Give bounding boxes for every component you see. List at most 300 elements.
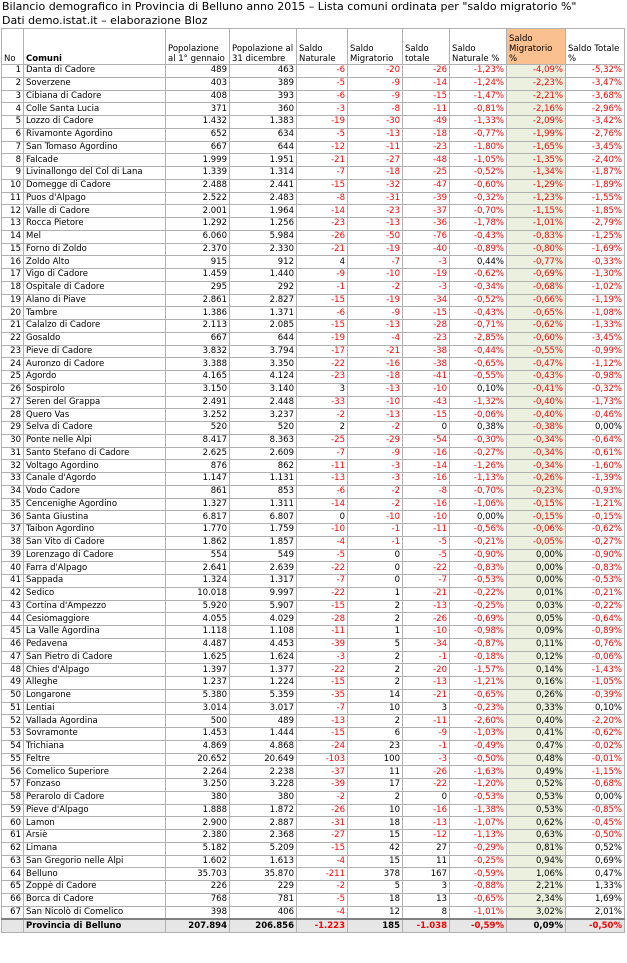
cell-saldo-migratorio-pct: 0,33% bbox=[507, 702, 566, 715]
cell-saldo-totale: -10 bbox=[403, 383, 450, 396]
cell-saldo-naturale-pct: 0,00% bbox=[450, 511, 507, 524]
cell-saldo-totale: -15 bbox=[403, 409, 450, 422]
cell-saldo-migratorio-pct: 0,05% bbox=[507, 613, 566, 626]
header-comuni: Comuni bbox=[24, 29, 166, 65]
cell-saldo-totale: -10 bbox=[403, 626, 450, 639]
cell-saldo-migratorio-pct: -1,34% bbox=[507, 167, 566, 180]
cell-pop-1-gennaio: 2.380 bbox=[166, 830, 230, 843]
cell-pop-1-gennaio: 6.817 bbox=[166, 511, 230, 524]
cell-saldo-totale-pct: -3,42% bbox=[566, 116, 625, 129]
cell-saldo-totale-pct: -1,60% bbox=[566, 460, 625, 473]
cell-saldo-migratorio: -50 bbox=[348, 230, 403, 243]
cell-saldo-totale: -16 bbox=[403, 498, 450, 511]
cell-saldo-naturale: 0 bbox=[297, 511, 348, 524]
cell-saldo-naturale: -13 bbox=[297, 473, 348, 486]
cell-comune: Fonzaso bbox=[24, 779, 166, 792]
cell-saldo-totale: -54 bbox=[403, 434, 450, 447]
table-row bbox=[2, 65, 625, 78]
cell-saldo-totale: -23 bbox=[403, 332, 450, 345]
cell-pop-1-gennaio: 2.861 bbox=[166, 294, 230, 307]
table-row bbox=[2, 179, 625, 192]
cell-saldo-migratorio: -9 bbox=[348, 307, 403, 320]
cell-saldo-totale: -14 bbox=[403, 460, 450, 473]
cell-saldo-totale: -21 bbox=[403, 689, 450, 702]
cell-saldo-totale: -13 bbox=[403, 600, 450, 613]
cell-saldo-migratorio: -9 bbox=[348, 77, 403, 90]
cell-pop-31-dicembre: 5.984 bbox=[230, 230, 297, 243]
cell-pop-1-gennaio: 2.001 bbox=[166, 205, 230, 218]
cell-pop-31-dicembre: 2.827 bbox=[230, 294, 297, 307]
cell-no: 53 bbox=[2, 728, 24, 741]
cell-no: 64 bbox=[2, 868, 24, 881]
cell-comune: Sappada bbox=[24, 575, 166, 588]
cell-pop-31-dicembre: 35.870 bbox=[230, 868, 297, 881]
cell-pop-31-dicembre: 4.124 bbox=[230, 371, 297, 384]
table-row bbox=[2, 294, 625, 307]
cell-no: 45 bbox=[2, 626, 24, 639]
table-row bbox=[2, 269, 625, 282]
cell-saldo-migratorio: -2 bbox=[348, 485, 403, 498]
cell-saldo-naturale: -21 bbox=[297, 243, 348, 256]
cell-saldo-totale-pct: 0,69% bbox=[566, 855, 625, 868]
cell-saldo-migratorio: 11 bbox=[348, 766, 403, 779]
cell-saldo-totale-pct: 0,00% bbox=[566, 791, 625, 804]
cell-saldo-totale-pct: -0,89% bbox=[566, 626, 625, 639]
cell-saldo-migratorio: 12 bbox=[348, 906, 403, 919]
cell-saldo-totale-pct: -1,12% bbox=[566, 358, 625, 371]
cell-saldo-totale: -23 bbox=[403, 141, 450, 154]
cell-saldo-naturale-pct: -0,89% bbox=[450, 243, 507, 256]
cell-saldo-migratorio-pct: 0,63% bbox=[507, 830, 566, 843]
cell-saldo-totale: -13 bbox=[403, 677, 450, 690]
table-row bbox=[2, 613, 625, 626]
cell-saldo-naturale-pct: -0,77% bbox=[450, 128, 507, 141]
table-row bbox=[2, 906, 625, 919]
cell-pop-1-gennaio: 1.999 bbox=[166, 154, 230, 167]
cell-no: 47 bbox=[2, 651, 24, 664]
cell-saldo-migratorio-pct: 0,53% bbox=[507, 791, 566, 804]
cell-saldo-totale: -40 bbox=[403, 243, 450, 256]
table-row bbox=[2, 689, 625, 702]
cell-no: 34 bbox=[2, 485, 24, 498]
cell-no: 63 bbox=[2, 855, 24, 868]
cell-pop-31-dicembre: 2.887 bbox=[230, 817, 297, 830]
cell-saldo-migratorio-pct: -2,09% bbox=[507, 116, 566, 129]
cell-pop-1-gennaio: 3.388 bbox=[166, 358, 230, 371]
cell-pop-1-gennaio: 915 bbox=[166, 256, 230, 269]
cell-no: 46 bbox=[2, 638, 24, 651]
cell-saldo-totale-pct: -1,02% bbox=[566, 281, 625, 294]
cell-saldo-naturale: -10 bbox=[297, 524, 348, 537]
table-row bbox=[2, 728, 625, 741]
header-saldo-naturale-pct: Saldo Naturale % bbox=[450, 29, 507, 65]
cell-pop-1-gennaio: 2.522 bbox=[166, 192, 230, 205]
header-row bbox=[2, 29, 625, 65]
cell-saldo-migratorio: -8 bbox=[348, 103, 403, 116]
cell-saldo-naturale: -15 bbox=[297, 728, 348, 741]
cell-comune: Pieve di Cadore bbox=[24, 345, 166, 358]
table-row bbox=[2, 881, 625, 894]
cell-saldo-totale: -39 bbox=[403, 192, 450, 205]
cell-saldo-totale: -19 bbox=[403, 269, 450, 282]
cell-saldo-migratorio: -11 bbox=[348, 141, 403, 154]
cell-saldo-naturale: -11 bbox=[297, 460, 348, 473]
cell-no: 62 bbox=[2, 842, 24, 855]
cell-pop-1-gennaio: 207.894 bbox=[166, 919, 230, 932]
cell-pop-31-dicembre: 1.613 bbox=[230, 855, 297, 868]
cell-pop-31-dicembre: 3.237 bbox=[230, 409, 297, 422]
cell-pop-31-dicembre: 8.363 bbox=[230, 434, 297, 447]
cell-pop-1-gennaio: 500 bbox=[166, 715, 230, 728]
cell-pop-31-dicembre: 2.085 bbox=[230, 320, 297, 333]
cell-saldo-naturale: -1.223 bbox=[297, 919, 348, 932]
cell-saldo-naturale-pct: -0,25% bbox=[450, 855, 507, 868]
cell-saldo-naturale: -39 bbox=[297, 779, 348, 792]
cell-no: 58 bbox=[2, 791, 24, 804]
cell-saldo-migratorio-pct: -0,34% bbox=[507, 460, 566, 473]
cell-saldo-totale-pct: -0,64% bbox=[566, 434, 625, 447]
cell-pop-1-gennaio: 1.602 bbox=[166, 855, 230, 868]
cell-pop-1-gennaio: 2.491 bbox=[166, 396, 230, 409]
cell-saldo-migratorio-pct: 3,02% bbox=[507, 906, 566, 919]
comuni-table bbox=[1, 28, 625, 933]
cell-saldo-totale-pct: -2,40% bbox=[566, 154, 625, 167]
cell-no: 23 bbox=[2, 345, 24, 358]
cell-saldo-totale: -16 bbox=[403, 447, 450, 460]
cell-pop-31-dicembre: 389 bbox=[230, 77, 297, 90]
cell-saldo-naturale: -6 bbox=[297, 90, 348, 103]
cell-saldo-naturale: -24 bbox=[297, 740, 348, 753]
cell-saldo-migratorio: -19 bbox=[348, 243, 403, 256]
cell-pop-1-gennaio: 1.327 bbox=[166, 498, 230, 511]
cell-saldo-naturale-pct: -0,43% bbox=[450, 307, 507, 320]
cell-comune: Livinallongo del Col di Lana bbox=[24, 167, 166, 180]
table-row bbox=[2, 842, 625, 855]
cell-saldo-naturale: -35 bbox=[297, 689, 348, 702]
cell-pop-31-dicembre: 3.017 bbox=[230, 702, 297, 715]
cell-saldo-totale-pct: -2,79% bbox=[566, 218, 625, 231]
cell-saldo-naturale: -15 bbox=[297, 179, 348, 192]
cell-saldo-naturale-pct: -1,13% bbox=[450, 830, 507, 843]
cell-saldo-naturale: -27 bbox=[297, 830, 348, 843]
cell-pop-1-gennaio: 1.386 bbox=[166, 307, 230, 320]
cell-saldo-totale-pct: 1,33% bbox=[566, 881, 625, 894]
cell-saldo-migratorio-pct: 0,53% bbox=[507, 804, 566, 817]
cell-pop-1-gennaio: 403 bbox=[166, 77, 230, 90]
cell-saldo-migratorio: -18 bbox=[348, 371, 403, 384]
cell-comune: Pieve d'Alpago bbox=[24, 804, 166, 817]
cell-comune: Mel bbox=[24, 230, 166, 243]
cell-comune: Canale d'Agordo bbox=[24, 473, 166, 486]
cell-pop-1-gennaio: 5.380 bbox=[166, 689, 230, 702]
cell-comune: Cortina d'Ampezzo bbox=[24, 600, 166, 613]
cell-pop-1-gennaio: 652 bbox=[166, 128, 230, 141]
cell-no: 66 bbox=[2, 893, 24, 906]
cell-pop-31-dicembre: 912 bbox=[230, 256, 297, 269]
cell-saldo-totale-pct: -0,50% bbox=[566, 919, 625, 932]
cell-saldo-migratorio-pct: -2,21% bbox=[507, 90, 566, 103]
cell-saldo-migratorio-pct: -0,40% bbox=[507, 396, 566, 409]
cell-no: 28 bbox=[2, 409, 24, 422]
cell-pop-31-dicembre: 2.330 bbox=[230, 243, 297, 256]
cell-saldo-totale: 8 bbox=[403, 906, 450, 919]
cell-pop-1-gennaio: 8.417 bbox=[166, 434, 230, 447]
table-row bbox=[2, 677, 625, 690]
cell-saldo-naturale: -4 bbox=[297, 536, 348, 549]
cell-comune: Colle Santa Lucia bbox=[24, 103, 166, 116]
cell-saldo-naturale-pct: -0,69% bbox=[450, 613, 507, 626]
cell-pop-31-dicembre: 1.256 bbox=[230, 218, 297, 231]
cell-pop-31-dicembre: 1.317 bbox=[230, 575, 297, 588]
cell-saldo-naturale-pct: 0,10% bbox=[450, 383, 507, 396]
cell-saldo-totale: -22 bbox=[403, 562, 450, 575]
cell-no: 4 bbox=[2, 103, 24, 116]
cell-comune: Falcade bbox=[24, 154, 166, 167]
header-saldo-totale-pct: Saldo Totale % bbox=[566, 29, 625, 65]
cell-saldo-migratorio-pct: 0,00% bbox=[507, 562, 566, 575]
cell-comune: Gosaldo bbox=[24, 332, 166, 345]
cell-comune: Trichiana bbox=[24, 740, 166, 753]
cell-saldo-migratorio-pct: 0,40% bbox=[507, 715, 566, 728]
cell-no: 40 bbox=[2, 562, 24, 575]
cell-saldo-totale-pct: -1,15% bbox=[566, 766, 625, 779]
table-row bbox=[2, 715, 625, 728]
cell-saldo-totale: -26 bbox=[403, 65, 450, 78]
cell-pop-31-dicembre: 5.907 bbox=[230, 600, 297, 613]
cell-saldo-migratorio: 42 bbox=[348, 842, 403, 855]
table-row bbox=[2, 664, 625, 677]
cell-saldo-migratorio: -2 bbox=[348, 281, 403, 294]
cell-saldo-migratorio-pct: 1,06% bbox=[507, 868, 566, 881]
cell-saldo-migratorio: 6 bbox=[348, 728, 403, 741]
cell-pop-31-dicembre: 9.997 bbox=[230, 587, 297, 600]
table-row bbox=[2, 830, 625, 843]
cell-saldo-totale-pct: -0,46% bbox=[566, 409, 625, 422]
cell-saldo-migratorio-pct: 2,21% bbox=[507, 881, 566, 894]
table-row bbox=[2, 307, 625, 320]
cell-saldo-naturale: -5 bbox=[297, 893, 348, 906]
cell-pop-31-dicembre: 4.868 bbox=[230, 740, 297, 753]
cell-saldo-migratorio: 2 bbox=[348, 715, 403, 728]
cell-saldo-naturale: -103 bbox=[297, 753, 348, 766]
cell-saldo-migratorio: -32 bbox=[348, 179, 403, 192]
cell-pop-31-dicembre: 2.639 bbox=[230, 562, 297, 575]
cell-saldo-naturale-pct: -1,01% bbox=[450, 906, 507, 919]
cell-saldo-naturale: -3 bbox=[297, 651, 348, 664]
cell-pop-31-dicembre: 644 bbox=[230, 332, 297, 345]
cell-comune: Danta di Cadore bbox=[24, 65, 166, 78]
cell-no: 59 bbox=[2, 804, 24, 817]
cell-saldo-migratorio: 5 bbox=[348, 638, 403, 651]
cell-pop-31-dicembre: 1.311 bbox=[230, 498, 297, 511]
cell-saldo-migratorio: 10 bbox=[348, 702, 403, 715]
cell-pop-1-gennaio: 4.869 bbox=[166, 740, 230, 753]
table-body bbox=[2, 65, 625, 933]
cell-no: 2 bbox=[2, 77, 24, 90]
cell-comune: La Valle Agordina bbox=[24, 626, 166, 639]
cell-saldo-migratorio-pct: -0,40% bbox=[507, 409, 566, 422]
cell-saldo-totale-pct: -3,47% bbox=[566, 77, 625, 90]
cell-saldo-totale: -38 bbox=[403, 345, 450, 358]
cell-saldo-migratorio-pct: 0,12% bbox=[507, 651, 566, 664]
cell-pop-31-dicembre: 1.314 bbox=[230, 167, 297, 180]
cell-saldo-totale: -7 bbox=[403, 575, 450, 588]
cell-saldo-totale: -10 bbox=[403, 511, 450, 524]
cell-saldo-migratorio-pct: -0,80% bbox=[507, 243, 566, 256]
cell-saldo-totale-pct: -2,20% bbox=[566, 715, 625, 728]
cell-saldo-migratorio: 2 bbox=[348, 677, 403, 690]
cell-saldo-naturale-pct: -1,07% bbox=[450, 817, 507, 830]
cell-pop-31-dicembre: 1.108 bbox=[230, 626, 297, 639]
cell-no: 48 bbox=[2, 664, 24, 677]
cell-saldo-migratorio-pct: -0,66% bbox=[507, 294, 566, 307]
cell-saldo-naturale-pct: -0,55% bbox=[450, 371, 507, 384]
cell-comune: Sospirolo bbox=[24, 383, 166, 396]
cell-saldo-naturale: 3 bbox=[297, 383, 348, 396]
table-row bbox=[2, 549, 625, 562]
cell-saldo-naturale: -14 bbox=[297, 498, 348, 511]
cell-saldo-migratorio: -27 bbox=[348, 154, 403, 167]
cell-saldo-naturale-pct: -0,90% bbox=[450, 549, 507, 562]
cell-pop-31-dicembre: 3.350 bbox=[230, 358, 297, 371]
cell-saldo-migratorio: 18 bbox=[348, 817, 403, 830]
table-row bbox=[2, 243, 625, 256]
cell-pop-1-gennaio: 3.014 bbox=[166, 702, 230, 715]
cell-no: 61 bbox=[2, 830, 24, 843]
cell-saldo-migratorio: 2 bbox=[348, 613, 403, 626]
cell-saldo-totale: -3 bbox=[403, 281, 450, 294]
cell-saldo-totale: -1 bbox=[403, 651, 450, 664]
cell-saldo-totale-pct: -1,08% bbox=[566, 307, 625, 320]
cell-comune: Soverzene bbox=[24, 77, 166, 90]
cell-saldo-totale: -5 bbox=[403, 536, 450, 549]
cell-pop-31-dicembre: 489 bbox=[230, 715, 297, 728]
cell-saldo-naturale-pct: -0,49% bbox=[450, 740, 507, 753]
cell-pop-1-gennaio: 4.165 bbox=[166, 371, 230, 384]
cell-saldo-naturale: -1 bbox=[297, 281, 348, 294]
cell-pop-1-gennaio: 3.250 bbox=[166, 779, 230, 792]
header-saldo-migratorio-pct: Saldo Migratorio % bbox=[507, 29, 566, 65]
cell-saldo-naturale-pct: -0,30% bbox=[450, 434, 507, 447]
cell-pop-1-gennaio: 380 bbox=[166, 791, 230, 804]
cell-saldo-migratorio-pct: 0,52% bbox=[507, 779, 566, 792]
cell-pop-31-dicembre: 3.228 bbox=[230, 779, 297, 792]
cell-saldo-totale: -3 bbox=[403, 256, 450, 269]
cell-pop-1-gennaio: 226 bbox=[166, 881, 230, 894]
cell-saldo-migratorio: 0 bbox=[348, 575, 403, 588]
cell-comune: Voltago Agordino bbox=[24, 460, 166, 473]
cell-saldo-migratorio-pct: -2,23% bbox=[507, 77, 566, 90]
cell-saldo-migratorio: -20 bbox=[348, 65, 403, 78]
cell-saldo-totale: 3 bbox=[403, 702, 450, 715]
cell-saldo-migratorio: 14 bbox=[348, 689, 403, 702]
cell-saldo-migratorio: -10 bbox=[348, 396, 403, 409]
table-row bbox=[2, 791, 625, 804]
cell-saldo-naturale-pct: -0,44% bbox=[450, 345, 507, 358]
cell-saldo-naturale: -4 bbox=[297, 855, 348, 868]
cell-comune: Puos d'Alpago bbox=[24, 192, 166, 205]
cell-pop-31-dicembre: 1.444 bbox=[230, 728, 297, 741]
cell-pop-1-gennaio: 3.150 bbox=[166, 383, 230, 396]
table-row bbox=[2, 779, 625, 792]
table-row bbox=[2, 638, 625, 651]
cell-no: 65 bbox=[2, 881, 24, 894]
cell-saldo-naturale: -2 bbox=[297, 791, 348, 804]
cell-saldo-totale-pct: -1,85% bbox=[566, 205, 625, 218]
cell-saldo-naturale-pct: -0,70% bbox=[450, 205, 507, 218]
cell-saldo-migratorio-pct: 0,41% bbox=[507, 728, 566, 741]
cell-saldo-naturale: -6 bbox=[297, 65, 348, 78]
cell-pop-1-gennaio: 667 bbox=[166, 141, 230, 154]
cell-pop-31-dicembre: 634 bbox=[230, 128, 297, 141]
cell-saldo-totale-pct: -1,39% bbox=[566, 473, 625, 486]
cell-no: 1 bbox=[2, 65, 24, 78]
cell-saldo-migratorio-pct: -0,41% bbox=[507, 383, 566, 396]
cell-pop-31-dicembre: 2.368 bbox=[230, 830, 297, 843]
cell-saldo-totale-pct: -0,90% bbox=[566, 549, 625, 562]
cell-comune: Domegge di Cadore bbox=[24, 179, 166, 192]
table-row bbox=[2, 473, 625, 486]
cell-saldo-migratorio: 2 bbox=[348, 651, 403, 664]
cell-saldo-naturale-pct: -1,20% bbox=[450, 779, 507, 792]
cell-saldo-totale: -13 bbox=[403, 817, 450, 830]
cell-no: 8 bbox=[2, 154, 24, 167]
cell-comune: Quero Vas bbox=[24, 409, 166, 422]
cell-saldo-migratorio-pct: -0,15% bbox=[507, 498, 566, 511]
cell-saldo-totale-pct: -0,06% bbox=[566, 651, 625, 664]
cell-saldo-totale-pct: -1,21% bbox=[566, 498, 625, 511]
cell-no: 11 bbox=[2, 192, 24, 205]
cell-pop-1-gennaio: 371 bbox=[166, 103, 230, 116]
cell-no: 49 bbox=[2, 677, 24, 690]
cell-pop-1-gennaio: 489 bbox=[166, 65, 230, 78]
cell-saldo-naturale-pct: -0,52% bbox=[450, 167, 507, 180]
cell-saldo-naturale-pct: -0,83% bbox=[450, 562, 507, 575]
cell-saldo-naturale-pct: -1,32% bbox=[450, 396, 507, 409]
cell-saldo-totale-pct: 2,01% bbox=[566, 906, 625, 919]
cell-saldo-totale: -28 bbox=[403, 320, 450, 333]
cell-saldo-totale: -76 bbox=[403, 230, 450, 243]
cell-saldo-migratorio: -2 bbox=[348, 422, 403, 435]
cell-pop-1-gennaio: 1.888 bbox=[166, 804, 230, 817]
cell-saldo-migratorio: -3 bbox=[348, 460, 403, 473]
cell-saldo-naturale-pct: -0,21% bbox=[450, 536, 507, 549]
cell-pop-31-dicembre: 1.872 bbox=[230, 804, 297, 817]
cell-pop-31-dicembre: 2.238 bbox=[230, 766, 297, 779]
cell-saldo-migratorio-pct: 0,00% bbox=[507, 575, 566, 588]
cell-pop-1-gennaio: 1.862 bbox=[166, 536, 230, 549]
cell-saldo-totale: -34 bbox=[403, 638, 450, 651]
cell-saldo-totale-pct: -1,69% bbox=[566, 243, 625, 256]
cell-saldo-naturale: -15 bbox=[297, 677, 348, 690]
cell-saldo-totale: 0 bbox=[403, 791, 450, 804]
cell-no: 60 bbox=[2, 817, 24, 830]
cell-saldo-migratorio: 18 bbox=[348, 893, 403, 906]
cell-saldo-naturale-pct: -0,65% bbox=[450, 893, 507, 906]
cell-saldo-totale-pct: 0,10% bbox=[566, 702, 625, 715]
cell-no: 6 bbox=[2, 128, 24, 141]
cell-saldo-totale-pct: -1,55% bbox=[566, 192, 625, 205]
cell-saldo-naturale: -26 bbox=[297, 230, 348, 243]
cell-saldo-naturale: -26 bbox=[297, 804, 348, 817]
cell-saldo-totale: -16 bbox=[403, 804, 450, 817]
cell-saldo-migratorio-pct: -0,26% bbox=[507, 473, 566, 486]
cell-saldo-naturale-pct: -0,59% bbox=[450, 868, 507, 881]
table-row bbox=[2, 536, 625, 549]
cell-pop-1-gennaio: 1.339 bbox=[166, 167, 230, 180]
cell-saldo-naturale-pct: -0,71% bbox=[450, 320, 507, 333]
cell-saldo-naturale-pct: -0,43% bbox=[450, 230, 507, 243]
